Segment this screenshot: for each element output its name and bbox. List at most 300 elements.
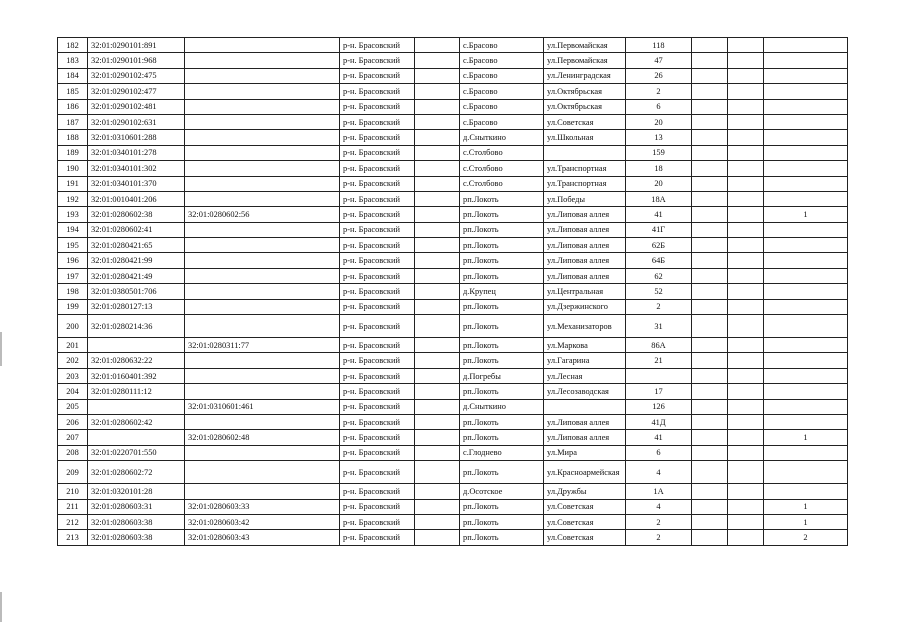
empty-cell [415, 176, 460, 191]
settlement-cell: д.Сныткино [460, 399, 544, 414]
settlement-cell: рп.Локоть [460, 315, 544, 338]
house-number-cell: 62Б [626, 238, 692, 253]
cadastral-number-cell: 32:01:0280127:13 [88, 299, 185, 314]
parent-cadastral-number-cell [185, 414, 340, 429]
street-cell: ул.Липовая аллея [544, 207, 626, 222]
cadastral-number-cell: 32:01:0340101:370 [88, 176, 185, 191]
table-row [58, 484, 848, 499]
empty-cell [415, 530, 460, 545]
district-cell: р-н. Брасовский [340, 145, 415, 160]
settlement-cell: с.Столбово [460, 161, 544, 176]
count-cell [764, 268, 848, 283]
settlement-cell: рп.Локоть [460, 353, 544, 368]
table-row [58, 368, 848, 383]
house-number-cell: 13 [626, 130, 692, 145]
extra-cell [728, 461, 764, 484]
cadastral-number-cell: 32:01:0290102:477 [88, 84, 185, 99]
street-cell: ул.Красноармейская [544, 461, 626, 484]
street-cell: ул.Советская [544, 514, 626, 529]
house-number-cell: 18 [626, 161, 692, 176]
table-row [58, 207, 848, 222]
row-number-cell: 188 [58, 130, 88, 145]
street-cell: ул.Дзержинского [544, 299, 626, 314]
settlement-cell: д.Сныткино [460, 130, 544, 145]
cadastral-number-cell: 32:01:0280602:38 [88, 207, 185, 222]
house-number-cell: 17 [626, 384, 692, 399]
district-cell: р-н. Брасовский [340, 514, 415, 529]
extra-cell [728, 130, 764, 145]
count-cell [764, 191, 848, 206]
row-number-cell: 187 [58, 114, 88, 129]
row-number-cell: 190 [58, 161, 88, 176]
row-number-cell: 195 [58, 238, 88, 253]
row-number-cell: 200 [58, 315, 88, 338]
table-row [58, 176, 848, 191]
settlement-cell: рп.Локоть [460, 530, 544, 545]
district-cell: р-н. Брасовский [340, 414, 415, 429]
parent-cadastral-number-cell [185, 114, 340, 129]
row-number-cell: 205 [58, 399, 88, 414]
count-cell [764, 399, 848, 414]
cadastral-number-cell: 32:01:0280214:36 [88, 315, 185, 338]
parent-cadastral-number-cell [185, 238, 340, 253]
row-number-cell: 198 [58, 284, 88, 299]
extra-cell [692, 161, 728, 176]
cadastral-number-cell: 32:01:0340101:278 [88, 145, 185, 160]
table-row [58, 99, 848, 114]
house-number-cell: 2 [626, 514, 692, 529]
house-number-cell: 4 [626, 499, 692, 514]
table-row [58, 114, 848, 129]
street-cell: ул.Центральная [544, 284, 626, 299]
count-cell: 1 [764, 499, 848, 514]
street-cell: ул.Липовая аллея [544, 238, 626, 253]
row-number-cell: 204 [58, 384, 88, 399]
cadastral-number-cell: 32:01:0290101:891 [88, 38, 185, 53]
settlement-cell: с.Глоднево [460, 445, 544, 460]
house-number-cell: 41Д [626, 414, 692, 429]
table-row [58, 145, 848, 160]
parent-cadastral-number-cell [185, 130, 340, 145]
street-cell: ул.Мира [544, 445, 626, 460]
house-number-cell: 118 [626, 38, 692, 53]
count-cell [764, 414, 848, 429]
house-number-cell: 20 [626, 114, 692, 129]
row-number-cell: 206 [58, 414, 88, 429]
district-cell: р-н. Брасовский [340, 353, 415, 368]
house-number-cell: 26 [626, 68, 692, 83]
row-number-cell: 207 [58, 430, 88, 445]
street-cell: ул.Победы [544, 191, 626, 206]
district-cell: р-н. Брасовский [340, 284, 415, 299]
district-cell: р-н. Брасовский [340, 338, 415, 353]
row-number-cell: 183 [58, 53, 88, 68]
cadastral-number-cell: 32:01:0220701:550 [88, 445, 185, 460]
table-row [58, 399, 848, 414]
house-number-cell: 31 [626, 315, 692, 338]
district-cell: р-н. Брасовский [340, 161, 415, 176]
settlement-cell: с.Брасово [460, 68, 544, 83]
settlement-cell: с.Столбово [460, 176, 544, 191]
table-row [58, 84, 848, 99]
extra-cell [728, 399, 764, 414]
empty-cell [415, 499, 460, 514]
count-cell [764, 84, 848, 99]
house-number-cell: 47 [626, 53, 692, 68]
empty-cell [415, 38, 460, 53]
district-cell: р-н. Брасовский [340, 484, 415, 499]
extra-cell [728, 191, 764, 206]
extra-cell [692, 38, 728, 53]
extra-cell [692, 130, 728, 145]
cadastral-number-cell: 32:01:0280603:38 [88, 530, 185, 545]
empty-cell [415, 68, 460, 83]
extra-cell [692, 268, 728, 283]
settlement-cell: рп.Локоть [460, 207, 544, 222]
street-cell: ул.Липовая аллея [544, 253, 626, 268]
cadastral-number-cell: 32:01:0290101:968 [88, 53, 185, 68]
house-number-cell: 6 [626, 445, 692, 460]
empty-cell [415, 191, 460, 206]
cadastral-number-cell: 32:01:0010401:206 [88, 191, 185, 206]
empty-cell [415, 114, 460, 129]
district-cell: р-н. Брасовский [340, 176, 415, 191]
parent-cadastral-number-cell [185, 99, 340, 114]
empty-cell [415, 353, 460, 368]
parent-cadastral-number-cell [185, 315, 340, 338]
extra-cell [728, 353, 764, 368]
extra-cell [728, 445, 764, 460]
count-cell [764, 338, 848, 353]
extra-cell [692, 191, 728, 206]
district-cell: р-н. Брасовский [340, 238, 415, 253]
row-number-cell: 210 [58, 484, 88, 499]
settlement-cell: рп.Локоть [460, 414, 544, 429]
street-cell: ул.Лесная [544, 368, 626, 383]
count-cell [764, 445, 848, 460]
table-row [58, 284, 848, 299]
extra-cell [692, 284, 728, 299]
district-cell: р-н. Брасовский [340, 253, 415, 268]
count-cell [764, 253, 848, 268]
street-cell: ул.Лесозаводская [544, 384, 626, 399]
cadastral-number-cell: 32:01:0280421:65 [88, 238, 185, 253]
table-row [58, 161, 848, 176]
street-cell: ул.Первомайская [544, 38, 626, 53]
street-cell: ул.Липовая аллея [544, 222, 626, 237]
street-cell: ул.Транспортная [544, 161, 626, 176]
empty-cell [415, 130, 460, 145]
settlement-cell: с.Столбово [460, 145, 544, 160]
street-cell: ул.Советская [544, 499, 626, 514]
cadastral-number-cell: 32:01:0280602:42 [88, 414, 185, 429]
empty-cell [415, 222, 460, 237]
extra-cell [728, 99, 764, 114]
table-row [58, 461, 848, 484]
parent-cadastral-number-cell: 32:01:0280602:56 [185, 207, 340, 222]
extra-cell [728, 284, 764, 299]
house-number-cell: 52 [626, 284, 692, 299]
street-cell: ул.Маркова [544, 338, 626, 353]
extra-cell [728, 384, 764, 399]
parent-cadastral-number-cell [185, 176, 340, 191]
settlement-cell: д.Погребы [460, 368, 544, 383]
parent-cadastral-number-cell [185, 384, 340, 399]
district-cell: р-н. Брасовский [340, 399, 415, 414]
count-cell: 1 [764, 207, 848, 222]
settlement-cell: рп.Локоть [460, 338, 544, 353]
extra-cell [692, 299, 728, 314]
parent-cadastral-number-cell [185, 253, 340, 268]
count-cell [764, 176, 848, 191]
row-number-cell: 193 [58, 207, 88, 222]
extra-cell [692, 499, 728, 514]
street-cell: ул.Дружбы [544, 484, 626, 499]
row-number-cell: 185 [58, 84, 88, 99]
district-cell: р-н. Брасовский [340, 315, 415, 338]
cadastral-number-cell: 32:01:0280421:49 [88, 268, 185, 283]
cadastral-number-cell: 32:01:0290102:481 [88, 99, 185, 114]
extra-cell [692, 414, 728, 429]
table-row [58, 38, 848, 53]
table-row [58, 222, 848, 237]
street-cell [544, 145, 626, 160]
table-row [58, 384, 848, 399]
street-cell: ул.Советская [544, 530, 626, 545]
empty-cell [415, 145, 460, 160]
parent-cadastral-number-cell: 32:01:0280311:77 [185, 338, 340, 353]
settlement-cell: с.Брасово [460, 84, 544, 99]
settlement-cell: рп.Локоть [460, 384, 544, 399]
empty-cell [415, 268, 460, 283]
extra-cell [692, 384, 728, 399]
extra-cell [692, 399, 728, 414]
empty-cell [415, 514, 460, 529]
parent-cadastral-number-cell: 32:01:0280603:33 [185, 499, 340, 514]
extra-cell [692, 99, 728, 114]
parent-cadastral-number-cell: 32:01:0280603:43 [185, 530, 340, 545]
cadastral-number-cell: 32:01:0290102:631 [88, 114, 185, 129]
table-row [58, 499, 848, 514]
settlement-cell: д.Крупец [460, 284, 544, 299]
table-row [58, 514, 848, 529]
district-cell: р-н. Брасовский [340, 68, 415, 83]
parent-cadastral-number-cell [185, 38, 340, 53]
district-cell: р-н. Брасовский [340, 368, 415, 383]
extra-cell [692, 238, 728, 253]
table-row [58, 338, 848, 353]
extra-cell [728, 222, 764, 237]
extra-cell [728, 38, 764, 53]
extra-cell [728, 161, 764, 176]
row-number-cell: 196 [58, 253, 88, 268]
count-cell [764, 368, 848, 383]
settlement-cell: рп.Локоть [460, 222, 544, 237]
cadastral-number-cell [88, 430, 185, 445]
extra-cell [728, 299, 764, 314]
cadastral-number-cell: 32:01:0280603:38 [88, 514, 185, 529]
extra-cell [728, 268, 764, 283]
extra-cell [692, 176, 728, 191]
settlement-cell: рп.Локоть [460, 253, 544, 268]
house-number-cell: 2 [626, 299, 692, 314]
house-number-cell: 41Г [626, 222, 692, 237]
empty-cell [415, 484, 460, 499]
district-cell: р-н. Брасовский [340, 499, 415, 514]
house-number-cell: 18А [626, 191, 692, 206]
cadastral-number-cell: 32:01:0280632:22 [88, 353, 185, 368]
count-cell [764, 222, 848, 237]
settlement-cell: рп.Локоть [460, 299, 544, 314]
cadastral-number-cell: 32:01:0280603:31 [88, 499, 185, 514]
street-cell: ул.Ленинградская [544, 68, 626, 83]
settlement-cell: с.Брасово [460, 53, 544, 68]
count-cell [764, 38, 848, 53]
row-number-cell: 194 [58, 222, 88, 237]
count-cell [764, 353, 848, 368]
row-number-cell: 197 [58, 268, 88, 283]
district-cell: р-н. Брасовский [340, 430, 415, 445]
house-number-cell: 64Б [626, 253, 692, 268]
table-row [58, 253, 848, 268]
house-number-cell: 41 [626, 430, 692, 445]
empty-cell [415, 445, 460, 460]
extra-cell [728, 530, 764, 545]
row-number-cell: 191 [58, 176, 88, 191]
parent-cadastral-number-cell [185, 161, 340, 176]
house-number-cell: 2 [626, 84, 692, 99]
parent-cadastral-number-cell [185, 268, 340, 283]
table-row [58, 353, 848, 368]
parent-cadastral-number-cell: 32:01:0280602:48 [185, 430, 340, 445]
count-cell: 2 [764, 530, 848, 545]
street-cell: ул.Транспортная [544, 176, 626, 191]
extra-cell [728, 514, 764, 529]
extra-cell [692, 530, 728, 545]
cadastral-number-cell: 32:01:0320101:28 [88, 484, 185, 499]
district-cell: р-н. Брасовский [340, 99, 415, 114]
district-cell: р-н. Брасовский [340, 268, 415, 283]
parent-cadastral-number-cell [185, 299, 340, 314]
register-table-body [58, 38, 848, 546]
table-row [58, 530, 848, 545]
extra-cell [728, 430, 764, 445]
table-row [58, 68, 848, 83]
extra-cell [692, 461, 728, 484]
district-cell: р-н. Брасовский [340, 445, 415, 460]
house-number-cell: 21 [626, 353, 692, 368]
extra-cell [728, 68, 764, 83]
parent-cadastral-number-cell [185, 445, 340, 460]
parent-cadastral-number-cell [185, 84, 340, 99]
count-cell [764, 53, 848, 68]
settlement-cell: рп.Локоть [460, 238, 544, 253]
row-number-cell: 208 [58, 445, 88, 460]
parent-cadastral-number-cell [185, 353, 340, 368]
extra-cell [692, 484, 728, 499]
extra-cell [728, 499, 764, 514]
extra-cell [692, 145, 728, 160]
settlement-cell: с.Брасово [460, 99, 544, 114]
row-number-cell: 212 [58, 514, 88, 529]
house-number-cell: 126 [626, 399, 692, 414]
empty-cell [415, 368, 460, 383]
count-cell [764, 461, 848, 484]
extra-cell [728, 414, 764, 429]
parent-cadastral-number-cell: 32:01:0280603:42 [185, 514, 340, 529]
house-number-cell: 159 [626, 145, 692, 160]
district-cell: р-н. Брасовский [340, 461, 415, 484]
scan-margin-mark [0, 332, 2, 366]
district-cell: р-н. Брасовский [340, 299, 415, 314]
cadastral-number-cell: 32:01:0310601:288 [88, 130, 185, 145]
settlement-cell: с.Брасово [460, 114, 544, 129]
empty-cell [415, 338, 460, 353]
house-number-cell: 86А [626, 338, 692, 353]
count-cell [764, 384, 848, 399]
empty-cell [415, 461, 460, 484]
settlement-cell: рп.Локоть [460, 461, 544, 484]
extra-cell [692, 68, 728, 83]
scan-margin-mark [0, 592, 2, 622]
row-number-cell: 209 [58, 461, 88, 484]
house-number-cell: 4 [626, 461, 692, 484]
table-row [58, 315, 848, 338]
count-cell [764, 484, 848, 499]
settlement-cell: рп.Локоть [460, 430, 544, 445]
count-cell [764, 315, 848, 338]
parent-cadastral-number-cell [185, 368, 340, 383]
extra-cell [728, 368, 764, 383]
extra-cell [728, 176, 764, 191]
extra-cell [692, 114, 728, 129]
table-row [58, 238, 848, 253]
row-number-cell: 186 [58, 99, 88, 114]
settlement-cell: рп.Локоть [460, 499, 544, 514]
extra-cell [728, 53, 764, 68]
row-number-cell: 192 [58, 191, 88, 206]
row-number-cell: 201 [58, 338, 88, 353]
empty-cell [415, 253, 460, 268]
extra-cell [692, 445, 728, 460]
street-cell: ул.Советская [544, 114, 626, 129]
row-number-cell: 213 [58, 530, 88, 545]
empty-cell [415, 299, 460, 314]
street-cell: ул.Липовая аллея [544, 268, 626, 283]
district-cell: р-н. Брасовский [340, 38, 415, 53]
extra-cell [692, 253, 728, 268]
street-cell: ул.Липовая аллея [544, 430, 626, 445]
empty-cell [415, 99, 460, 114]
parent-cadastral-number-cell [185, 191, 340, 206]
table-row [58, 445, 848, 460]
cadastral-number-cell [88, 399, 185, 414]
empty-cell [415, 53, 460, 68]
cadastral-number-cell: 32:01:0380501:706 [88, 284, 185, 299]
district-cell: р-н. Брасовский [340, 530, 415, 545]
count-cell: 1 [764, 430, 848, 445]
house-number-cell: 2 [626, 530, 692, 545]
count-cell [764, 99, 848, 114]
house-number-cell [626, 368, 692, 383]
house-number-cell: 6 [626, 99, 692, 114]
district-cell: р-н. Брасовский [340, 53, 415, 68]
extra-cell [728, 238, 764, 253]
cadastral-number-cell: 32:01:0290102:475 [88, 68, 185, 83]
empty-cell [415, 315, 460, 338]
street-cell: ул.Липовая аллея [544, 414, 626, 429]
parent-cadastral-number-cell [185, 53, 340, 68]
